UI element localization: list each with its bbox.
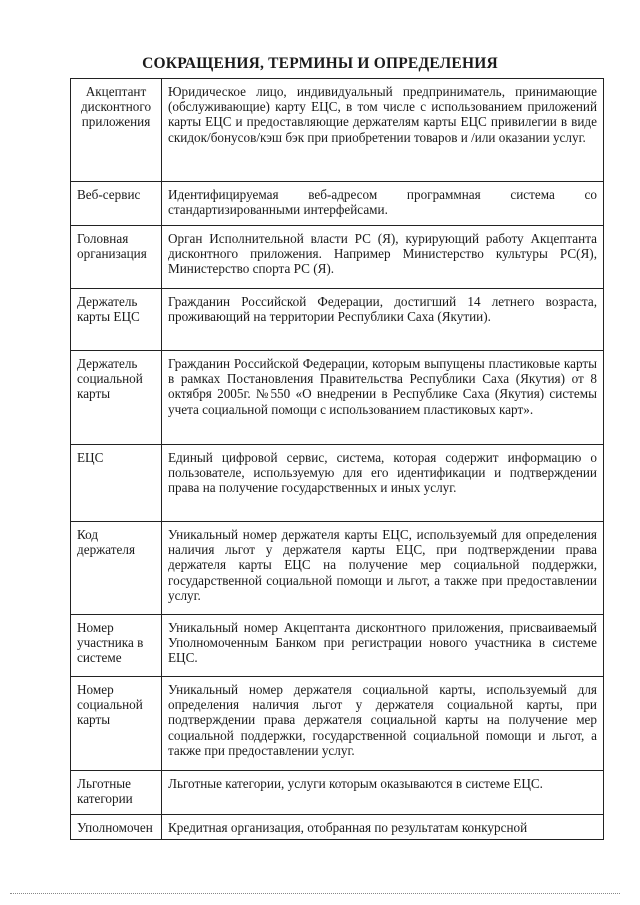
term-cell: Льготные категории	[71, 771, 162, 815]
term-cell: Номер участника в системе	[71, 615, 162, 677]
definition-cell: Орган Исполнительной власти РС (Я), курирующий работу Акцептанта дисконтного приложения. Например Министерство культуры РС(Я), Министерство спорта РС (Я).	[162, 226, 604, 289]
term-cell: Веб-сервис	[71, 182, 162, 226]
term-cell: Акцептант дисконтного приложения	[71, 79, 162, 182]
definition-cell: Единый цифровой сервис, система, которая содержит информацию о пользователе, используемую для его идентификации и подтверждении права на получение государственных и иных услуг.	[162, 445, 604, 522]
table-row	[71, 677, 604, 771]
term-cell: Код держателя	[71, 522, 162, 615]
definition-cell: Кредитная организация, отобранная по результатам конкурсной	[162, 815, 604, 840]
table-row	[71, 771, 604, 815]
term-cell: Держатель социальной карты	[71, 351, 162, 445]
definition-cell: Уникальный номер держателя социальной карты, используемый для определения наличия льгот у держателя социальной карты, при подтверждении права держателя социальной карты на получение мер социальной поддержки, государственной социальной помощи и льгот, а также при предоставлении услуг.	[162, 677, 604, 771]
definition-cell: Юридическое лицо, индивидуальный предприниматель, принимающие (обслуживающие) карту ЕЦС, в том числе с использованием приложений карты ЕЦС и предоставляющие держателям карты ЕЦС привилегии в виде скидок/бонусов/кэш бэк при приобретении товаров и /или оказании услуг.	[162, 79, 604, 182]
definition-cell: Льготные категории, услуги которым оказываются в системе ЕЦС.	[162, 771, 604, 815]
definition-cell: Гражданин Российской Федерации, которым выпущены пластиковые карты в рамках Постановления Правительства Республики Саха (Якутия) от 8 октября 2005г. №550 «О внедрении в Республике Саха (Якутия) системы учета социальной помощи с использованием пластиковых карт».	[162, 351, 604, 445]
page-title: СОКРАЩЕНИЯ, ТЕРМИНЫ И ОПРЕДЕЛЕНИЯ	[142, 55, 498, 72]
table-row	[71, 815, 604, 840]
term-cell: Головная организация	[71, 226, 162, 289]
table-row	[71, 79, 604, 182]
definition-cell: Идентифицируемая веб-адресом программная система со стандартизированными интерфейсами.	[162, 182, 604, 226]
table-row	[71, 522, 604, 615]
term-cell: Держатель карты ЕЦС	[71, 289, 162, 351]
table-row	[71, 445, 604, 522]
table-row	[71, 289, 604, 351]
terms-table	[70, 78, 604, 840]
definition-cell: Уникальный номер держателя карты ЕЦС, используемый для определения наличия льгот у держателя карты ЕЦС, при подтверждении права держателя карты ЕЦС на получение мер социальной поддержки, государственной социальной помощи и льгот, а также при предоставлении услуг.	[162, 522, 604, 615]
term-cell: Уполномочен	[71, 815, 162, 840]
table-row	[71, 226, 604, 289]
page-edge-divider	[10, 893, 620, 894]
definition-cell: Гражданин Российской Федерации, достигший 14 летнего возраста, проживающий на территории Республики Саха (Якутии).	[162, 289, 604, 351]
term-cell: Номер социальной карты	[71, 677, 162, 771]
table-row	[71, 615, 604, 677]
table-row	[71, 351, 604, 445]
table-row	[71, 182, 604, 226]
term-cell: ЕЦС	[71, 445, 162, 522]
definition-cell: Уникальный номер Акцептанта дисконтного приложения, присваиваемый Уполномоченным Банком при регистрации нового участника в системе ЕЦС.	[162, 615, 604, 677]
